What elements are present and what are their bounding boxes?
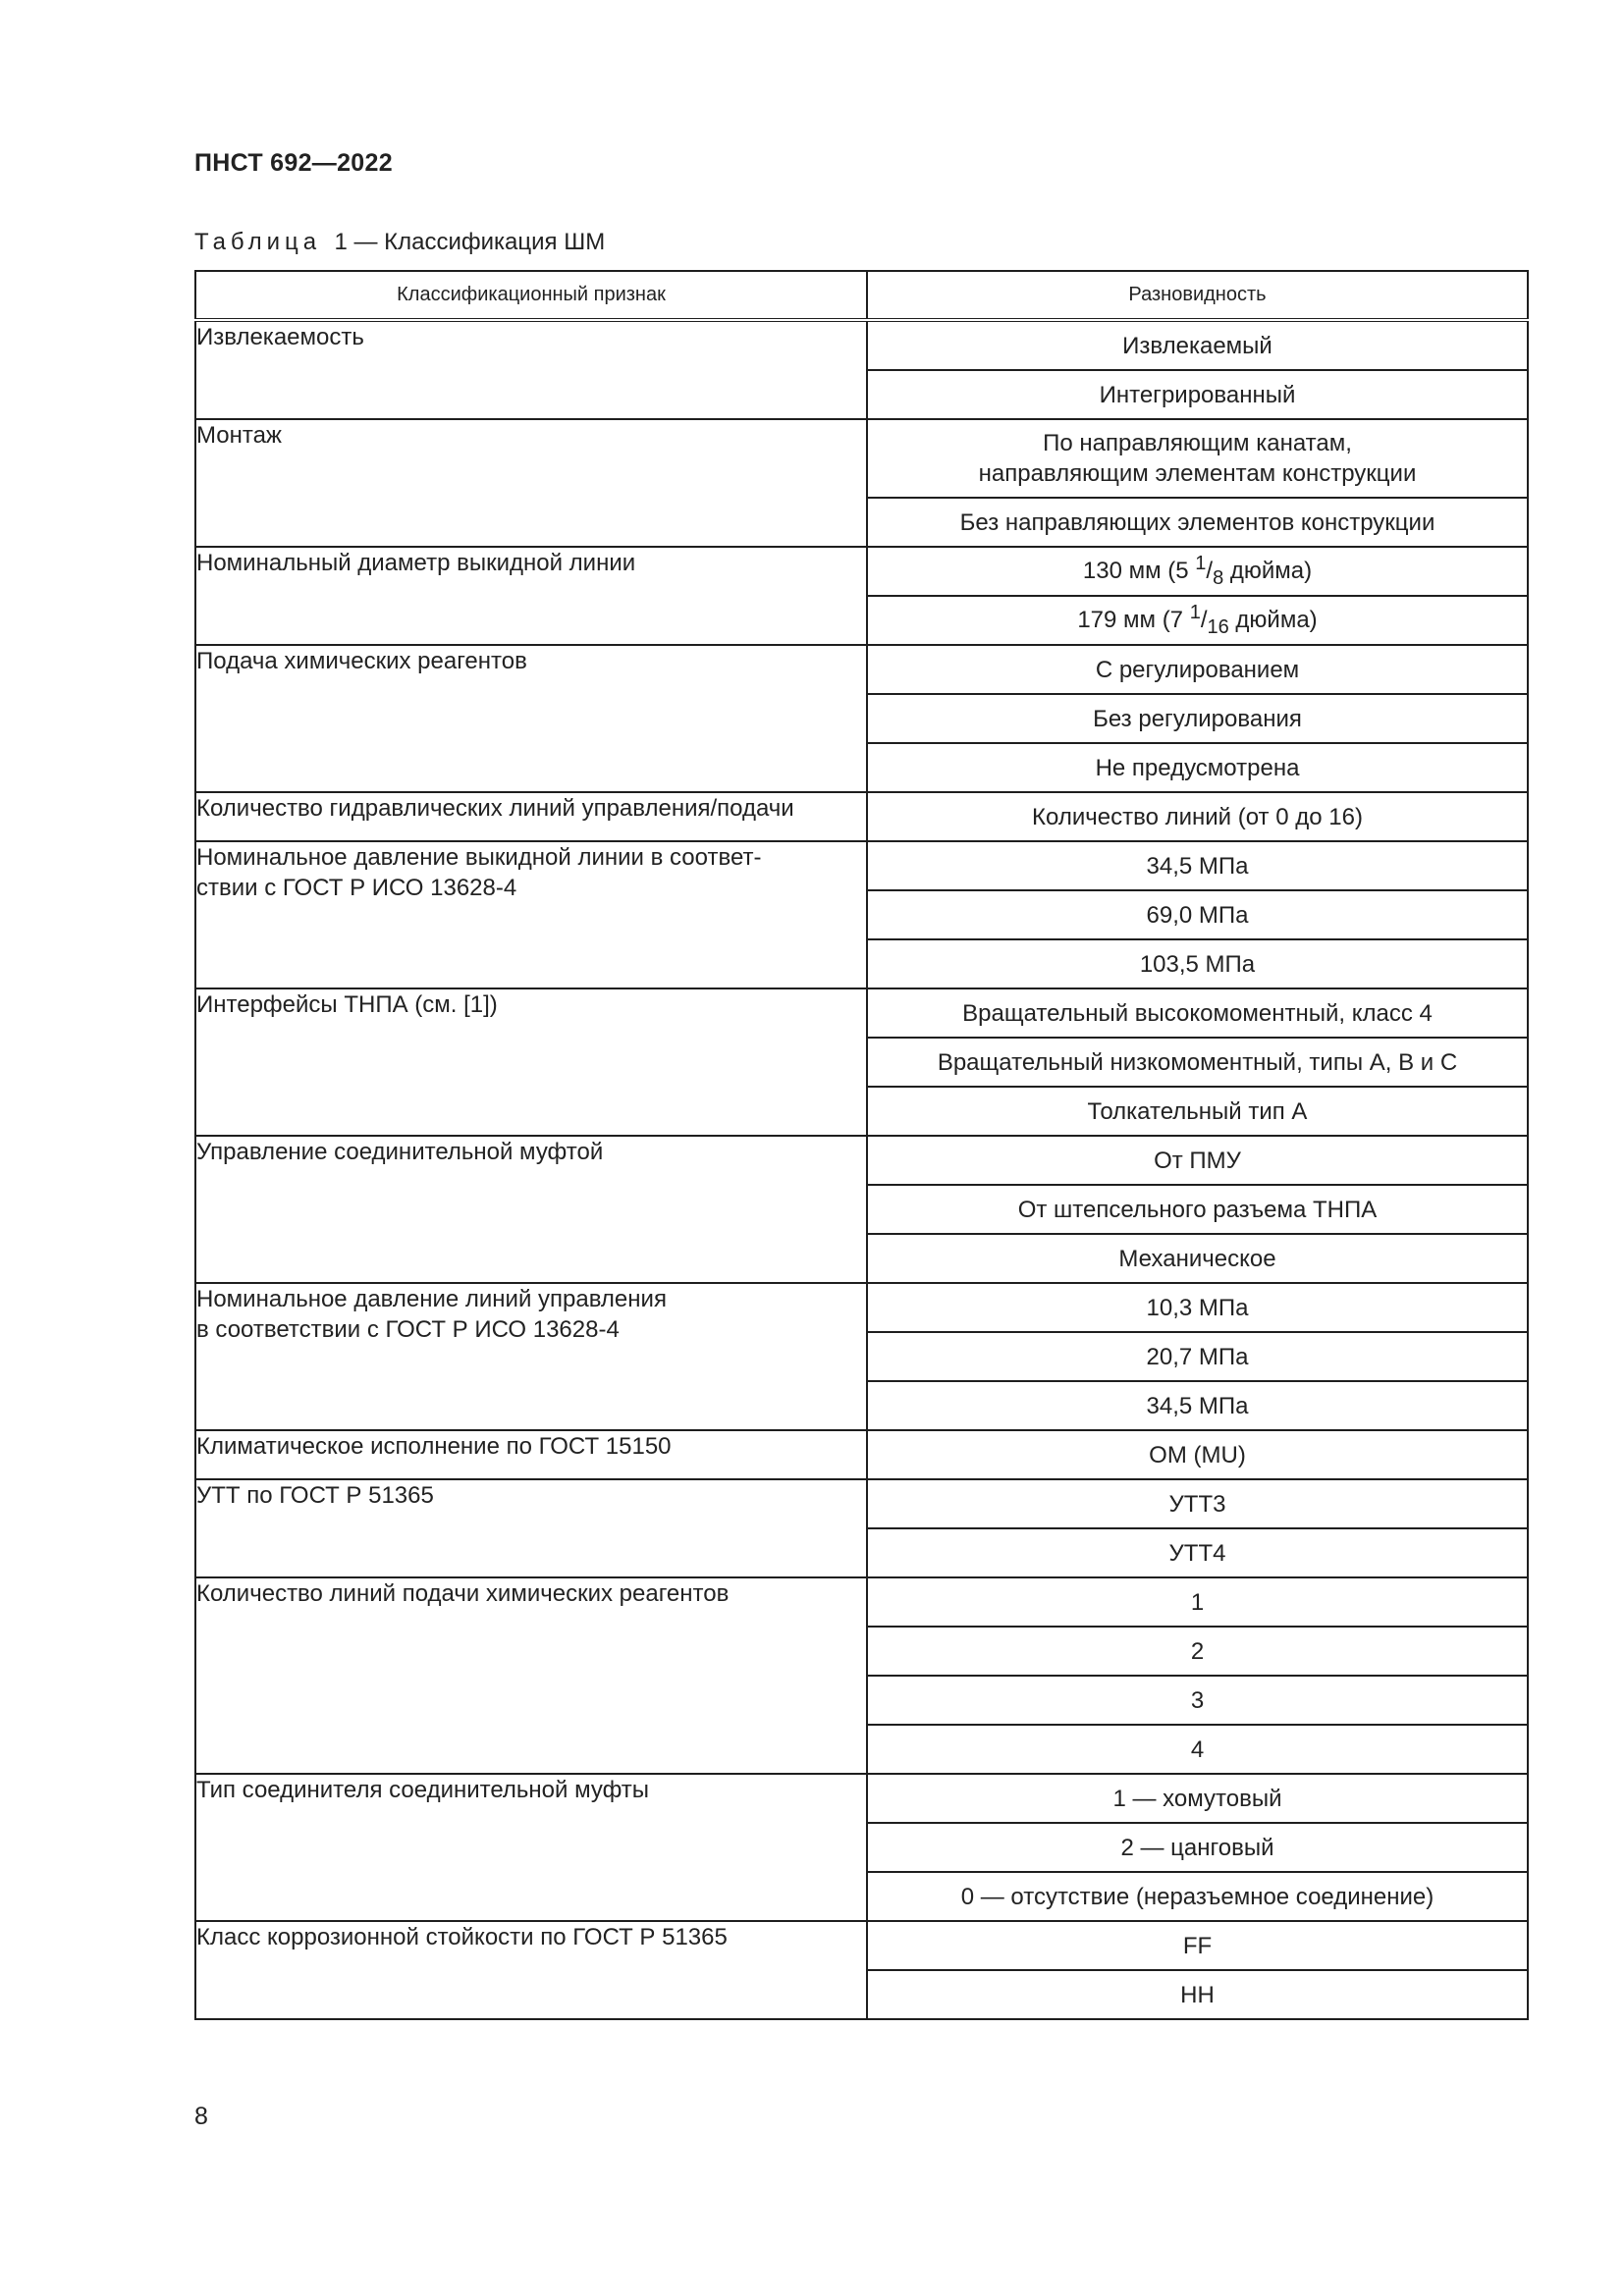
feature-cell: УТТ по ГОСТ Р 51365	[195, 1479, 867, 1577]
column-header-variant: Разновидность	[867, 271, 1528, 320]
feature-cell: Извлекаемость	[195, 320, 867, 419]
variant-cell	[867, 890, 1528, 939]
variant-cell	[867, 1087, 1528, 1136]
feature-cell: Монтаж	[195, 419, 867, 547]
table-caption-prefix: Таблица	[194, 229, 322, 255]
classification-table	[194, 270, 1529, 2020]
feature-cell	[195, 841, 867, 988]
table-row	[195, 320, 1528, 370]
feature-cell: Тип соединителя соединительной муфты	[195, 1774, 867, 1921]
variant-line: Не предусмотрена	[1095, 754, 1300, 781]
variant-line: По направляющим канатам,	[1043, 430, 1352, 456]
variant-line: Вращательный низкомоментный, типы А, В и С	[937, 1048, 1458, 1076]
variant-line: 20,7 МПа	[1146, 1343, 1249, 1370]
feature-line: ствии с ГОСТ Р ИСО 13628-4	[196, 875, 517, 901]
variant-line: 34,5 МПа	[1146, 852, 1249, 880]
variant-cell	[867, 1872, 1528, 1921]
variant-line: Механическое	[1118, 1245, 1276, 1272]
fraction-slash: /	[1200, 607, 1208, 634]
variant-cell	[867, 792, 1528, 841]
variant-cell	[867, 743, 1528, 792]
variant-line: 34,5 МПа	[1146, 1392, 1249, 1419]
table-body	[195, 320, 1528, 2019]
variant-cell	[867, 1725, 1528, 1774]
variant-line: ОМ (MU)	[1149, 1441, 1246, 1468]
diameter-unit: дюйма)	[1223, 558, 1313, 585]
variant-cell	[867, 694, 1528, 743]
variant-cell	[867, 1185, 1528, 1234]
variant-line: 2	[1190, 1637, 1205, 1665]
variant-cell	[867, 1774, 1528, 1823]
variant-line: 0 — отсутствие (неразъемное соединение)	[960, 1883, 1435, 1910]
table-row	[195, 988, 1528, 1038]
variant-line: 1	[1190, 1588, 1205, 1616]
feature-cell: Количество линий подачи химических реагентов	[195, 1577, 867, 1774]
variant-cell	[867, 1234, 1528, 1283]
variant-line: HH	[1180, 1981, 1215, 2008]
variant-cell	[867, 1528, 1528, 1577]
variant-cell	[867, 1381, 1528, 1430]
variant-cell	[867, 320, 1528, 370]
table-row	[195, 419, 1528, 498]
table-row	[195, 841, 1528, 890]
variant-line: Количество линий (от 0 до 16)	[1032, 803, 1363, 830]
feature-cell: Интерфейсы ТНПА (см. [1])	[195, 988, 867, 1136]
table-header-row	[195, 271, 1528, 320]
table-caption	[194, 229, 605, 256]
feature-line: Номинальное давление выкидной линии в соответ-	[196, 844, 762, 871]
fraction-numerator: 1	[1195, 553, 1207, 575]
variant-cell	[867, 370, 1528, 419]
feature-cell: Номинальный диаметр выкидной линии	[195, 547, 867, 645]
variant-line: 69,0 МПа	[1146, 901, 1249, 929]
variant-cell	[867, 419, 1528, 498]
table-row	[195, 1577, 1528, 1627]
variant-cell	[867, 547, 1528, 596]
variant-cell	[867, 1332, 1528, 1381]
variant-line: 4	[1190, 1735, 1205, 1763]
document-id: ПНСТ 692—2022	[194, 149, 393, 177]
variant-cell	[867, 1283, 1528, 1332]
variant-cell	[867, 1038, 1528, 1087]
table-row	[195, 1774, 1528, 1823]
variant-cell	[867, 1627, 1528, 1676]
variant-cell	[867, 1921, 1528, 1970]
table-row	[195, 547, 1528, 596]
variant-line: УТТ3	[1168, 1490, 1226, 1518]
table-row	[195, 1136, 1528, 1185]
variant-line: Без направляющих элементов конструкции	[959, 508, 1435, 536]
variant-line: 1 — хомутовый	[1112, 1785, 1282, 1812]
fraction-numerator: 1	[1189, 602, 1201, 624]
variant-cell	[867, 1676, 1528, 1725]
feature-line: в соответствии с ГОСТ Р ИСО 13628-4	[196, 1316, 620, 1343]
feature-line: Номинальное давление линий управления	[196, 1286, 667, 1312]
variant-line: FF	[1182, 1932, 1213, 1959]
feature-cell	[195, 1283, 867, 1430]
variant-cell	[867, 498, 1528, 547]
variant-line: Без регулирования	[1093, 705, 1302, 732]
diameter-unit: дюйма)	[1228, 607, 1318, 634]
diameter-text: 179 мм (7	[1077, 607, 1190, 634]
variant-cell	[867, 1970, 1528, 2019]
variant-cell	[867, 1430, 1528, 1479]
variant-cell	[867, 841, 1528, 890]
variant-line: От штепсельного разъема ТНПА	[1017, 1196, 1378, 1223]
variant-line: УТТ4	[1168, 1539, 1226, 1567]
variant-line: 103,5 МПа	[1139, 950, 1256, 978]
diameter-text: 130 мм (5	[1082, 558, 1196, 585]
variant-cell	[867, 645, 1528, 694]
page-number: 8	[194, 2103, 208, 2130]
variant-line: С регулированием	[1095, 656, 1300, 683]
table-row	[195, 1283, 1528, 1332]
variant-line: Интегрированный	[1099, 381, 1296, 408]
variant-line: Толкательный тип А	[1087, 1097, 1308, 1125]
variant-cell	[867, 988, 1528, 1038]
variant-line: 2 — цанговый	[1120, 1834, 1274, 1861]
fraction-slash: /	[1206, 558, 1214, 585]
variant-cell	[867, 1136, 1528, 1185]
table-row	[195, 1921, 1528, 1970]
table-row	[195, 645, 1528, 694]
fraction-denominator: 8	[1213, 566, 1224, 589]
table-caption-title: 1 — Классификация ШМ	[334, 229, 606, 255]
table-row	[195, 1479, 1528, 1528]
feature-cell: Подача химических реагентов	[195, 645, 867, 792]
variant-cell	[867, 1479, 1528, 1528]
fraction-denominator: 16	[1207, 615, 1229, 638]
variant-line: От ПМУ	[1154, 1147, 1241, 1174]
variant-line: Извлекаемый	[1122, 332, 1272, 359]
table-row	[195, 792, 1528, 841]
column-header-feature: Классификационный признак	[195, 271, 867, 320]
variant-line: 10,3 МПа	[1146, 1294, 1249, 1321]
feature-cell: Управление соединительной муфтой	[195, 1136, 867, 1283]
feature-cell: Класс коррозионной стойкости по ГОСТ Р 51365	[195, 1921, 867, 2019]
feature-cell: Количество гидравлических линий управления/подачи	[195, 792, 867, 841]
variant-line: 3	[1190, 1686, 1205, 1714]
table-row	[195, 1430, 1528, 1479]
variant-cell	[867, 939, 1528, 988]
variant-line: Вращательный высокомоментный, класс 4	[962, 999, 1433, 1027]
variant-cell	[867, 596, 1528, 645]
feature-cell: Климатическое исполнение по ГОСТ 15150	[195, 1430, 867, 1479]
variant-cell	[867, 1823, 1528, 1872]
variant-line: направляющим элементам конструкции	[978, 460, 1417, 487]
variant-cell	[867, 1577, 1528, 1627]
